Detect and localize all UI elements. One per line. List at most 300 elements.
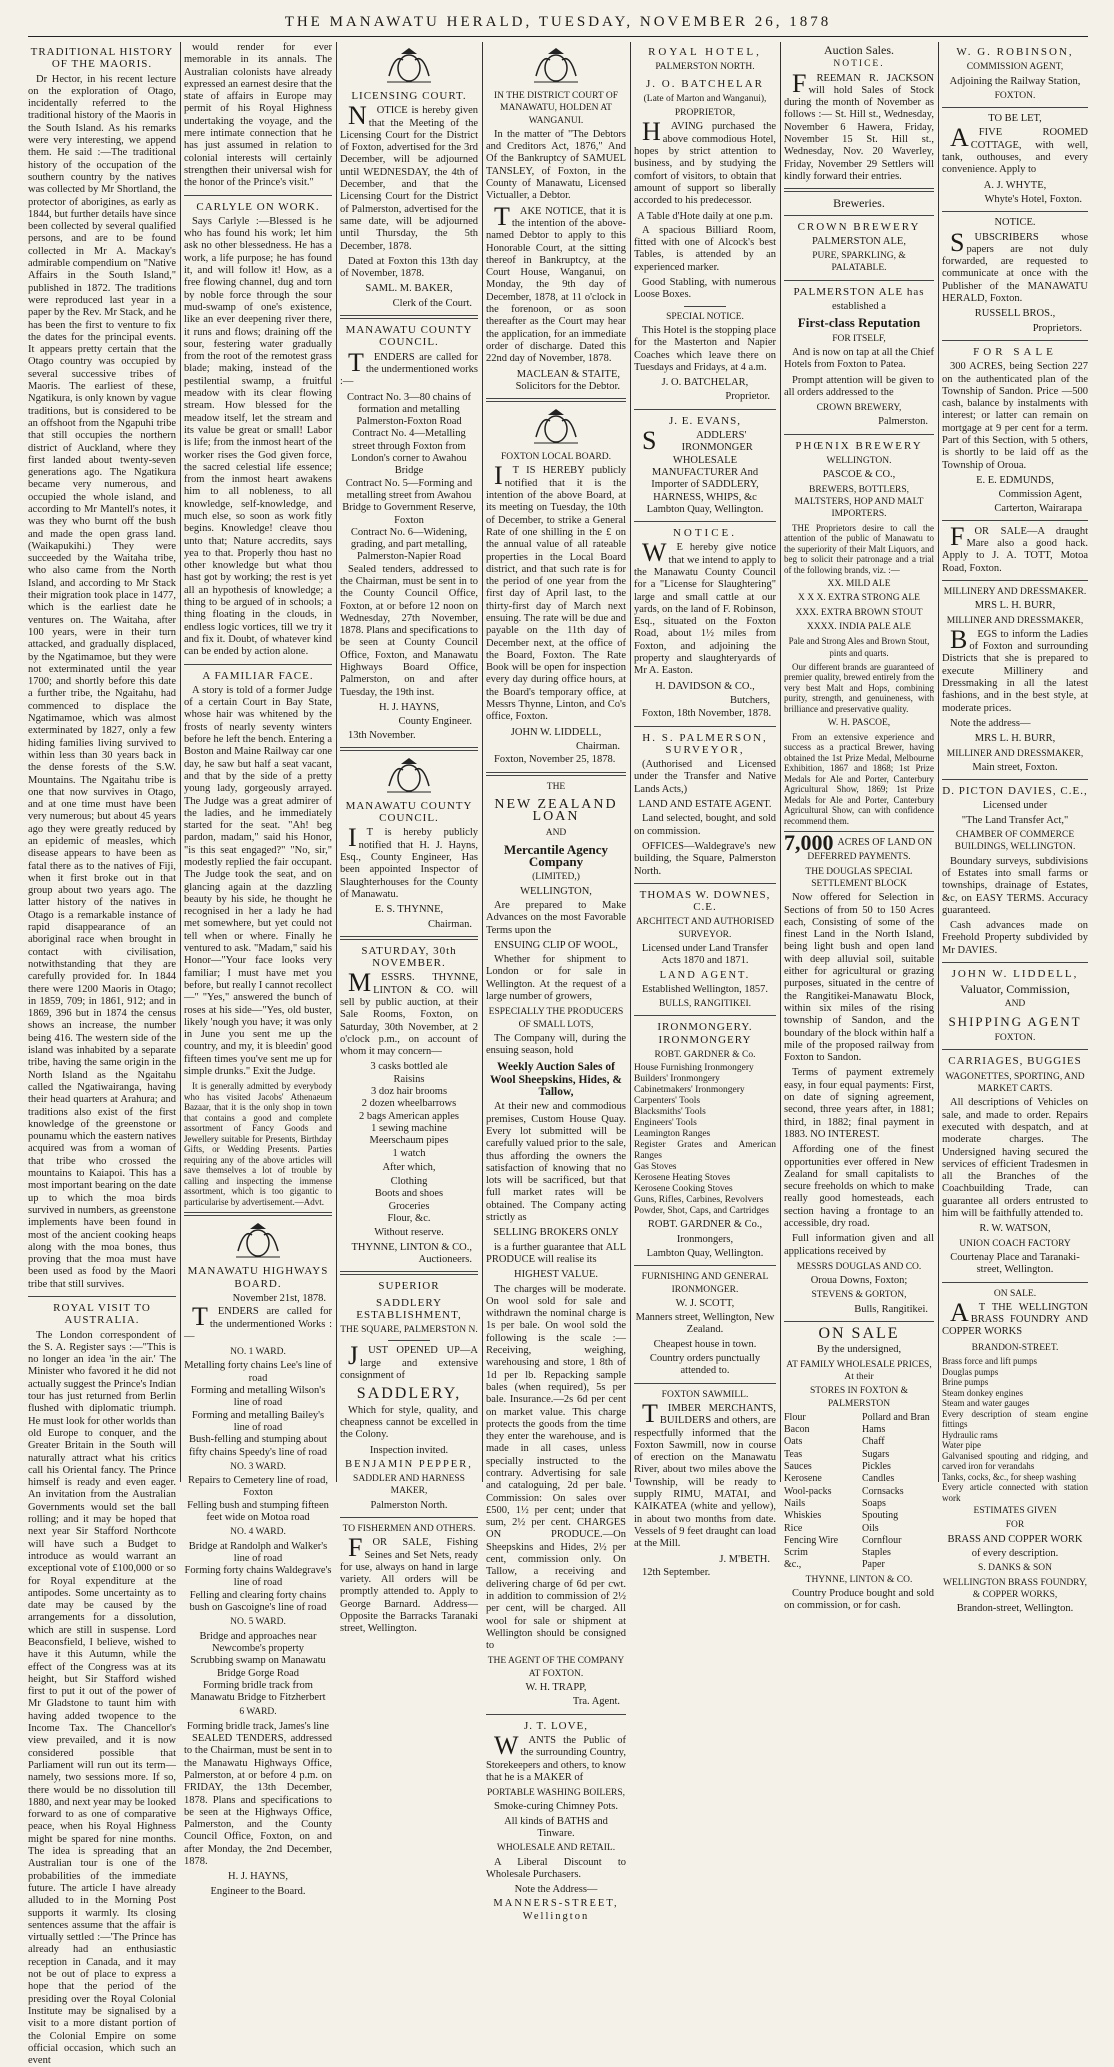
ad-body: All descriptions of Vehicles on sale, and made to order. Repairs executed with despatch, and at moderate charges. The Undersigned having secured the services of efficient Tradesmen in all the Branches of the Coachbuilding Trade, can guarantee all orders entrusted to him will be faithfully attended to. <box>942 1097 1088 1220</box>
ad-body: A spacious Billiard Room, fitted with one of Alcock's best Tables, is attended by an experienced marker. <box>634 224 776 273</box>
divider <box>634 1265 776 1266</box>
lot-item: Clothing <box>390 1176 428 1188</box>
list-item: Steam donkey engines <box>942 1387 1023 1398</box>
ad-line: CROWN BREWERY, <box>816 403 902 414</box>
ad-body: OFFICES—Waldegrave's new building, the Square, Palmerston North. <box>634 840 776 877</box>
auction-body: MESSRS. THYNNE, LINTON & CO. will sell by public auction, at their Sale Rooms, Foxton, on Saturday, 30th November, at 2 o'clock p.m., on account of whom it may concern— <box>340 968 478 1058</box>
ward-item: Forming forty chains Waldegrave's line of road <box>184 1565 332 1589</box>
signature: H. J. HAYNS, <box>378 701 439 713</box>
column-rule <box>630 42 631 1482</box>
notice-date: November 21st, 1878. <box>232 1292 326 1304</box>
ad-headline: THE <box>546 781 566 792</box>
goods-item: Pollard and Bran <box>862 1411 930 1423</box>
article-body: A story is told of a former Judge of a certain Court in Bay State, whose hair was whitened by the frosts of nearly seventy winters before he left the bench. Entering a Boston and Maine Railway car one day, he saw but half a seat vacant, and that by the side of a pretty young lady, gorgeously arrayed. The Judge was a great admirer of the ladies, and he immediately started for the seat. "Ah! beg pardon, madam," said his Honor, "is this seat engaged?" "No, sir," modestly replied the fair occupant. The Judge took the seat, and on glancing again at the dazzling beauty by his side, he thought he recognised in her a lady he had met somewhere, but yet could not tell when or where. Finally he ventured to ask. "Madam," said his Honor—"Your face looks very familiar; I must have met you before, but really I cannot recollect—" "Yes," answered the bunch of roses at his side—"Yes, old buster, likely 'nough you have; it was only in June you sent me up the country, and my, it is bleedin' good fifteen times you've sent me up for simple drunks." Exit the Judge. <box>184 684 332 1078</box>
land-ad-header <box>784 830 934 856</box>
ad-line: Palmerston. <box>878 416 928 428</box>
divider <box>784 434 934 435</box>
ad-headline: ACRES OF LAND ON <box>837 837 933 849</box>
ad-body: WANTS the Public of the surrounding Country, Storekeepers and others, to know that he is a MAKER of <box>486 1730 626 1783</box>
ad-line: FOXTON. <box>994 1033 1036 1044</box>
lot-item: 2 bags American apples <box>358 1110 459 1122</box>
notice-body: WE hereby give notice that we intend to apply to the Manawatu County Council for a "License for Slaughtering" large and small cattle at our yards, on the land of F. Robinson, Esq., situated on the Foxton Road, about 1½ miles from Foxton, and adjoining the property and slaughteryards of Mr A. Easton. <box>634 538 776 677</box>
ward-item: Felling and clearing forty chains bush on Gascoigne's line of road <box>189 1589 327 1614</box>
notice-headline: MANAWATU HIGHWAYS BOARD. <box>187 1265 329 1290</box>
ad-line: ARCHITECT AND AUTHORISED SURVEYOR. <box>635 917 775 940</box>
ad-headline: FURNISHING AND GENERAL IRONMONGER. <box>641 1272 769 1295</box>
ad-body: Full information given and all applications received by <box>784 1233 934 1257</box>
lot-item: Raisins <box>393 1073 425 1085</box>
auction-headline: SATURDAY, 30th NOVEMBER. <box>361 944 457 970</box>
ad-line: CHAMBER OF COMMERCE BUILDINGS, WELLINGTON. <box>954 830 1076 853</box>
ad-headline: NEW ZEALAND LOAN <box>494 796 618 825</box>
goods-item: Cornflour <box>862 1534 902 1546</box>
divider <box>340 1517 478 1518</box>
divider <box>942 340 1088 341</box>
ad-headline: D. PICTON DAVIES, C.E., <box>942 785 1088 798</box>
signature: BENJAMIN PEPPER, <box>345 1458 473 1470</box>
divider <box>28 1296 176 1297</box>
goods-item: Scrim <box>784 1547 808 1559</box>
acreage-figure: 7,000 <box>784 830 834 856</box>
divider <box>942 580 1088 581</box>
list-item: Register Grates and American Ranges <box>634 1140 776 1162</box>
ad-line: PASCOE & CO., <box>822 469 896 481</box>
ad-body: From an extensive experience and success as a practical Brewer, having obtained the 1st Prize Medal, Melbourne Exhibition, 1867 and 1868; 1st Prize Medals for Ale and Porter, Canterbury Agricultural Show, 1869; 1st Prize Medals for Ale and Porter, Canterbury Agricultural Show, can with confidence recommend them. <box>784 731 934 826</box>
ad-headline: SPECIAL NOTICE. <box>666 311 744 322</box>
notice-headline: LICENSING COURT. <box>351 90 467 102</box>
goods-item: Flour <box>784 1411 806 1423</box>
ward-item: Felling bush and stumping fifteen feet wide on Motoa road <box>187 1499 329 1523</box>
signature-address: Bulls, Rangitikei. <box>854 1303 928 1315</box>
divider <box>340 936 478 940</box>
ad-line: PALMERSTON ALE, <box>812 235 906 247</box>
goods-item: Bacon <box>784 1424 810 1436</box>
masthead: THE MANAWATU HERALD, TUESDAY, NOVEMBER 26, 1878 <box>28 14 1088 37</box>
divider <box>634 521 776 522</box>
list-item: Brass force and lift pumps <box>942 1356 1037 1367</box>
signature-title: Clerk of the Court. <box>392 297 472 309</box>
list-item: Brine pumps <box>942 1377 989 1388</box>
article-body: Dr Hector, in his recent lecture on the exploration of Otago, incidentally referred to the traditional history of the Maoris in the South Island. As his remarks were very interesting, we append them. He said :—The traditional history of the occupation of the southern country by the natives was collected by Mr Shortland, the protector of aborigines, as early as 1844, but further details have since been collected by several qualified persons, and are to be found collected in Mr A. Mackay's admirable compendium on "Native Affairs in the South Island," published in 1872. The traditions were reproduced last year in a paper by the Rev. Mr Stack, and he has been the first to venture to fix the dates for the principal events. It appears pretty certain that the Otago country was occupied by several successive tribes of Maoris. The earliest of these, Ngatikura, is only known by vague traditions, but is considered to be an offshoot from the Ngapuhi tribe that still occupies the northern district of Auckland, where they first landed about twenty-seven generations ago. The Ngatikura became very numerous, and occupied the whole island, and according to Mr Mantell's notes, it was they who burnt off the bush and made the open grass land. (Waikapukihi.) They were succeeded by the Waitaha tribe, who also came from the North Island, and according to Mr Stack their migration took place in 1477, which is the earliest date he ventures on. The Waitaha, after 100 years, were in their turn attacked, and gradually displaced, by the Ngatimamoe, but they were not exterminated until the year 1700; and shortly before this date a further tribe, the Ngaitahu, had commenced to displace the Ngatimamoe, which was almost exterminated by 1827, only a few hiding families living survived to within less than 30 years back in the dense forests of the S.W. Mountains. The Ngaitahu tribe is one that now survives in Otago, and at one time must have been very numerous; but about 45 years ago they were greatly reduced by an epidemic of measles, which disease appears to have been as fatal there as to the natives of Fiji, when it first broke out in that group about two years ago. The latter history of the natives in Otago is a remarkable instance of rapid disappearance of an aboriginal race when brought in contact with civilisation, notwithstanding that they are carefully provided for. In 1844 there were 1200 Maoris in Otago; in 1859, 709; in 1861, 912; and in 1869, 396 but in 1874 the census shows an increase, the number being 416. The western side of the island was inhabited by a separate tribe, having the same origin in the North Island as the Ngaitahu called the Ngatiwairanga, having their head quarters at Arahura; and traditions also exist of the first knowledge of the greenstone or pounamu which the eastern natives acquired was from a woman of that tribe who crossed the mountains to Kaiapoi. This has a most important bearing on the date up to which the moa birds survived in numbers, as greenstone implements have been found in most of the ancient cooking heaps along with the moa bones, thus proving that the moa must have been used as food by the Maori tribe that still survives. <box>28 73 176 1290</box>
ad-headline: MRS L. H. BURR, <box>974 600 1056 612</box>
notice-date: 12th September. <box>642 1566 711 1578</box>
list-item: Steam and water gauges <box>942 1398 1030 1409</box>
signature: W. H. TRAPP, <box>525 1682 587 1694</box>
ad-headline: TO FISHERMEN AND OTHERS. <box>342 1523 476 1534</box>
goods-item: Kerosene <box>784 1473 822 1485</box>
item-list <box>942 1356 1088 1503</box>
ad-line: AND <box>1004 998 1026 1009</box>
list-item: Guns, Rifles, Carbines, Revolvers <box>634 1195 764 1206</box>
ad-line: BULLS, RANGITIKEI. <box>658 999 752 1010</box>
ad-headline: Mercantile Agency Company <box>503 841 609 870</box>
ad-headline: ROYAL HOTEL, <box>648 46 762 58</box>
signature: THE AGENT OF THE COMPANY AT FOXTON. <box>487 1656 625 1679</box>
list-item: Douglas pumps <box>942 1366 999 1377</box>
ad-body: The charges will be moderate. On wool sold for sale and withdrawn the nominal charge is 1s per bale. On wool sold the following is the scale :— Receiving, weighing, warehousing and store, 1 8th of 1d per lb. Repacking sample bales (when required), 5s per bale. Insurance.—2s 6d per cent on market value. This charge protects the goods from the time they enter the warehouse, and is made in all cases, unless specially instructed to the contrary. Advertising for sale and cataloguing, 2d per bale. Commission: On sales over £500, 1½ per cent; under that sum, 2½ per cent. CHARGES ON PRODUCE.—On Sheepskins and Hides, 2½ per cent, commission only. On Tallow, a receiving and delivering charge of 6d per cwt. in addition to commission of 2½ per cent, will be charged. All wool for sale or shipment at Wellington should be consigned to <box>486 1283 626 1652</box>
ad-line: Cheapest house in town. <box>653 1338 757 1350</box>
ward-item: Forming bridle track from Manawatu Bridge to Fitzherbert <box>190 1679 326 1704</box>
ad-headline: W. G. ROBINSON, <box>956 46 1074 58</box>
ad-body: Country Produce bought and sold on commission, or for cash. <box>784 1588 934 1612</box>
goods-item: Staples <box>862 1547 891 1559</box>
signature: H. DAVIDSON & CO., <box>655 680 755 692</box>
ad-line: Established Wellington, 1857. <box>641 983 769 995</box>
ad-body: AFIVE ROOMED COTTAGE, with well, tank, outhouses, and every convenience. Apply to <box>942 123 1088 176</box>
goods-item: Oils <box>862 1522 879 1534</box>
divider <box>942 962 1088 963</box>
ad-line: WAGONETTES, SPORTING, AND MARKET CARTS. <box>945 1071 1085 1095</box>
lot-item: 1 sewing machine <box>371 1122 447 1134</box>
divider <box>340 1271 478 1275</box>
notice-body: Sealed tenders, addressed to the Chairman, must be sent in to the County Council Office, Foxton, at or before 12 noon on Wednesday, 27th November, 1878. Plans and specifications to be seen at County Council Office, Foxton, and Manawatu Highways Board Office, Palmerston, on and after Tuesday, the 19th inst. <box>340 563 478 698</box>
ad-line: MILLINER AND DRESSMAKER, <box>946 615 1084 626</box>
signature-title: Commission Agent, <box>998 489 1082 501</box>
signature-title: Engineer to the Board. <box>210 1885 306 1897</box>
ad-line: Note the Address— <box>514 1884 598 1896</box>
divider <box>784 215 934 216</box>
list-item: Powder, Shot, Caps, and Cartridges <box>634 1206 769 1217</box>
ad-headline: SHIPPING AGENT <box>948 1013 1082 1029</box>
notice-body: SUBSCRIBERS whose papers are not duly forwarded, are requested to communicate at once with the Publisher of the MANAWATU HERALD, Foxton. <box>942 227 1088 305</box>
notice-body: FREEMAN R. JACKSON will hold Sales of Stock during the month of November as follows :— St. Hill st., Wednesday, November 6 Hawera, Friday, November 15 St. Hill st., Wednesday, Nov. 20 Waverley, Friday, November 29 Settlers will kindly forward their entries. <box>784 68 934 182</box>
list-item: Builders' Ironmongery <box>634 1074 720 1085</box>
advertisement: It is generally admitted by everybody who has visited Jacobs' Athenaeum Bazaar, that it is the only shop in town that contains a good and complete assortment of Fancy Goods and Jewellery suitable for Presents, Birthday Gifts, or Wedding Presents. Parties requiring any of the above articles will save themselves a lot of trouble by calling and inspecting the immense assortment, which is too gigantic to particularise by advertisement.—Advt. <box>184 1081 332 1207</box>
ad-body: 300 ACRES, being Section 227 on the authenticated plan of the Township of Sandon. Price —500 cash, balance by instalments with interest; or latter can remain on mortgage at 9 per cent for a term. Part of this Section, with 5 others, is shortly to be laid off as the Township of Oroua. <box>942 361 1088 471</box>
ad-line: "The Land Transfer Act," <box>961 814 1069 826</box>
ad-headline: (LIMITED,) <box>532 872 580 883</box>
goods-item: Candles <box>862 1473 895 1485</box>
signature-title: UNION COACH FACTORY <box>959 1238 1071 1249</box>
goods-item: &c., <box>784 1559 802 1571</box>
list-item: Leamington Ranges <box>634 1129 711 1140</box>
notice-body: IT is hereby publicly notified that H. J. Hayns, Esq., County Engineer, Has been appointed Inspector of Slaughterhouses for the County of Manawatu. <box>340 823 478 900</box>
list-item: Engineers' Tools <box>634 1118 697 1129</box>
signature-address: Carterton, Wairarapa <box>994 502 1082 514</box>
signature-title: WELLINGTON BRASS FOUNDRY, & COPPER WORKS, <box>942 1577 1087 1600</box>
ad-headline: MILLINERY AND DRESSMAKER. <box>943 586 1087 597</box>
ad-body: FOR SALE—A draught Mare also a good hack. Apply to J. A. TOTT, Motoa Road, Foxton. <box>942 521 1088 574</box>
divider <box>486 398 626 402</box>
signature: S. DANKS & SON <box>978 1563 1052 1574</box>
ad-line: FOR ITSELF, <box>832 333 886 344</box>
section-heading: Auction Sales. <box>824 43 894 57</box>
lot-item: 3 casks bottled ale <box>370 1061 448 1073</box>
ad-line: FOR <box>1005 1520 1025 1531</box>
ad-body: At their new and commodious premises, Custom House Quay. Every lot submitted will be carefully valued prior to the sale, thus affording the owners the satisfaction of knowing that no lots will be sacrificed, but that full market rates will be obtained. The Company acting strictly as <box>486 1101 626 1224</box>
divider <box>942 1282 1088 1283</box>
signature-title: Ironmongers, <box>676 1233 734 1245</box>
ad-headline: First-class Reputation <box>797 315 921 331</box>
ad-body: Good Stabling, with numerous Loose Boxes. <box>634 277 776 301</box>
royal-crest-icon <box>528 46 584 86</box>
ad-headline: DEFERRED PAYMENTS. <box>807 852 911 863</box>
ad-line: BRANDON-STREET. <box>971 1342 1059 1353</box>
item-list <box>634 1063 776 1217</box>
royal-crest-icon <box>528 407 584 447</box>
section-heading: Breweries. <box>833 196 885 211</box>
ad-body: FOR SALE, Fishing Seines and Set Nets, ready for use, always on hand in large variety. All orders will be promptly attended to. Apply to George Barnard. Address—Opposite the Barracks Taranaki street, Wellington. <box>340 1533 478 1635</box>
divider <box>486 1714 626 1715</box>
goods-item: Whiskies <box>784 1510 822 1522</box>
notice-date: Dated at Foxton this 13th day of November, 1878. <box>340 255 478 280</box>
signature-address: Whyte's Hotel, Foxton. <box>984 193 1082 205</box>
notice-date: Foxton, November 25, 1878. <box>494 754 616 766</box>
goods-item: Soaps <box>862 1497 886 1509</box>
goods-item: Nails <box>784 1497 806 1509</box>
ad-line: Smoke-curing Chimney Pots. <box>494 1801 618 1813</box>
notice-headline: FOXTON LOCAL BOARD. <box>500 452 612 463</box>
notice-body: IT IS HEREBY publicly notified that it is the intention of the above Board, at its meeting on Tuesday, the 10th of December, to strike a General Rate of one shilling in the £ on the annual value of all rateable properties in the Local Board district, and that such rate is for the period of one year from the first day of April last, to the thirty-first day of March next ensuing. The rate will be due and payable on the 11th day of December next, at the office of the Board, Foxton. The Rate Book will be open for inspection every day during office hours, at the Board's temporary office, at Messrs Thynne, Linton, and Co's office, Foxton. <box>486 461 626 723</box>
list-item: Galvanised spouting and ridging, and carved iron for verandahs <box>942 1450 1088 1472</box>
ad-headline: SELLING BROKERS ONLY <box>493 1227 619 1239</box>
ad-line: A Table d'Hote daily at one p.m. <box>637 210 773 222</box>
notice-date: Foxton, 18th November, 1878. <box>642 708 772 720</box>
column-4 <box>486 42 626 1922</box>
ad-line: Adjoining the Railway Station, <box>949 75 1081 87</box>
contract-item: Contract No. 3—80 chains of formation and metalling Palmerston-Foxton Road <box>347 391 471 428</box>
goods-item: Pickles <box>862 1461 891 1473</box>
article-headline: ROYAL VISIT TO AUSTRALIA. <box>53 1301 151 1327</box>
ad-line: of every description. <box>971 1547 1059 1559</box>
goods-item: Rice <box>784 1522 803 1534</box>
divider <box>340 315 478 319</box>
signature-address: Palmerston North. <box>370 1499 448 1511</box>
goods-item: Hams <box>862 1424 886 1436</box>
ad-headline: PALMERSTON ALE has <box>793 285 925 298</box>
signature-title: Chairman. <box>427 918 472 930</box>
signature-title: County Engineer. <box>398 716 472 728</box>
brand-item: XX. MILD ALE <box>827 579 891 589</box>
ad-body: AT THE WELLINGTON BRASS FOUNDRY AND COPPER WORKS <box>942 1297 1088 1338</box>
divider <box>784 188 934 192</box>
ad-headline: SUPERIOR <box>378 1280 440 1293</box>
notice-headline: MANAWATU COUNTY COUNCIL. <box>345 799 473 825</box>
signature: ROBT. GARDNER & Co., <box>647 1219 763 1231</box>
signature-title: MILLINER AND DRESSMAKER, <box>946 748 1084 759</box>
article-body: would render for ever memorable in its annals. The Australian colonists have already expressed an earnest desire that the state of affairs in Europe may permit of his Royal Highness undertaking the voyage, and the mere intimate connection that he has just assumed in relation to colonial interests will certainly strengthen their universal wish for the honor of the Prince's visit." <box>184 42 332 189</box>
ad-line: PROPRIETOR, <box>674 108 736 119</box>
ad-body: Boundary surveys, subdivisions of Estates into small farms or townships, drainage of Estates, &c, on EASY TERMS. Accuracy guaranteed. <box>942 855 1088 916</box>
notice-headline: NOTICE. <box>672 527 738 540</box>
signature: JOHN W. LIDDELL, <box>510 726 602 738</box>
ad-line: LAND AGENT. <box>659 969 751 981</box>
list-item: Kerosene Cooking Stoves <box>634 1184 733 1195</box>
ad-body: Cash advances made on Freehold Property subdivided by Mr DAVIES. <box>942 920 1088 956</box>
ad-body: Are prepared to Make Advances on the most Favorable Terms upon the <box>486 899 626 936</box>
signature: A. J. WHYTE, <box>983 179 1047 191</box>
column-2 <box>184 42 332 1897</box>
divider <box>184 1212 332 1216</box>
signature: MRS L. H. BURR, <box>974 733 1056 745</box>
contract-item: Contract No. 4—Metalling street through Foxton from London's corner to Awahou Bridge <box>351 428 467 477</box>
list-item: Cabinetmakers' Ironmongery <box>634 1085 745 1096</box>
brand-item: XXX. EXTRA BROWN STOUT <box>795 607 923 618</box>
signature: H. J. HAYNS, <box>227 1871 288 1883</box>
ad-line: By the undersigned, <box>816 1344 902 1356</box>
brand-item: XXXX. INDIA PALE ALE <box>806 621 912 632</box>
signature: MACLEAN & STAITE, Solicitors for the Debtor. <box>515 368 620 392</box>
divider <box>340 747 478 751</box>
lot-item: Meerschaum pipes <box>369 1135 449 1147</box>
signature-address: Brandon-street, Wellington. <box>956 1603 1074 1615</box>
list-item: Hydraulic rams <box>942 1429 998 1440</box>
divider <box>942 107 1088 108</box>
ad-headline: AND <box>545 828 567 839</box>
ad-headline: ENSUING CLIP OF WOOL, <box>494 939 618 951</box>
ad-body: Land selected, bought, and sold on commission. <box>634 813 776 837</box>
ward-item: Metalling forty chains Lee's line of road <box>184 1360 332 1384</box>
royal-crest-icon <box>381 46 437 86</box>
ad-body: HAVING purchased the above commodious Hotel, hopes by strict attention to business, and by studying the comfort of visitors, to obtain that amount of support so liberally accorded to his predecessor. <box>634 117 776 207</box>
notice-date: 13th November. <box>348 729 416 741</box>
signature-title: Butchers, <box>730 694 770 706</box>
column-rule <box>180 42 181 1482</box>
goods-list <box>784 1412 934 1572</box>
signature: J. M'BETH. <box>719 1553 770 1565</box>
ad-line: WHOLESALE AND RETAIL. <box>496 1843 616 1854</box>
divider <box>634 409 776 410</box>
list-item: Carpenters' Tools <box>634 1096 701 1107</box>
contract-item: Contract No. 6—Widening, grading, and part metalling, Palmerston-Napier Road <box>350 526 468 563</box>
ad-headline: TO BE LET, <box>988 113 1042 125</box>
ad-line: WELLINGTON. <box>826 456 892 467</box>
signature-address: Oroua Downs, Foxton; <box>810 1275 908 1287</box>
notice-headline: MANAWATU COUNTY COUNCIL. <box>345 324 473 349</box>
ad-line: PORTABLE WASHING BOILERS, <box>486 1788 626 1799</box>
ad-headline: CARRIAGES, BUGGIES <box>948 1055 1082 1068</box>
list-item: Blacksmiths' Tools <box>634 1107 706 1118</box>
lot-item: Flour, &c. <box>387 1213 431 1225</box>
ad-body: And is now on tap at all the Chief Hotels from Foxton to Patea. <box>784 346 934 371</box>
signature: RUSSELL BROS., <box>974 308 1056 320</box>
ad-body: (Authorised and Licensed under the Transfer and Native Lands Acts,) <box>634 759 776 795</box>
brand-item: X X X. EXTRA STRONG ALE <box>798 593 920 604</box>
goods-item: Cornsacks <box>862 1485 904 1497</box>
ad-body: The Company will, during the ensuing season, hold <box>486 1032 626 1057</box>
ad-line: All kinds of BATHS and Tinware. <box>504 1815 608 1839</box>
signature: W. H. PASCOE, <box>827 718 891 729</box>
ad-body: Which for style, quality, and cheapness cannot be excelled in the Colony. <box>340 1404 478 1441</box>
ward-heading: NO. 4 WARD. <box>230 1527 286 1538</box>
ad-line: ESTIMATES GIVEN <box>973 1506 1057 1517</box>
signature-title: Tra. Agent. <box>572 1696 620 1708</box>
ad-address: MANNERS-STREET, Wellington <box>493 1898 619 1922</box>
article-headline: TRADITIONAL HISTORY OF THE MAORIS. <box>30 46 174 71</box>
notice-body: TAKE NOTICE, that it is the intention of the above-named Debtor to apply to this Honorable Court, at the sitting thereof in Bankruptcy, at the Court House, Wanganui, on Monday, the 9th day of December, 1878, at 11 o'clock in the forenoon, or as soon thereafter as the Court may hear the application, for an immediate order of discharge. Dated this 22nd day of November, 1878. <box>486 201 626 365</box>
ad-line: Licensed under Land Transfer Acts 1870 and 1871. <box>641 943 769 967</box>
signature: THYNNE, LINTON & CO., Auctioneers. <box>351 1241 472 1265</box>
goods-item: Oats <box>784 1436 803 1448</box>
signature-title: Proprietor. <box>725 391 770 403</box>
ad-line: Manners street, Wellington, New Zealand. <box>635 1312 775 1336</box>
ad-headline: ESPECIALLY THE PRODUCERS OF SMALL LOTS, <box>488 1007 624 1030</box>
notice-body: TENDERS are called for the undermentioned works :— <box>340 347 478 388</box>
signature: E. E. EDMUNDS, <box>976 474 1054 486</box>
ad-body: A Liberal Discount to Wholesale Purchasers. <box>486 1856 626 1880</box>
ad-body: Whether for shipment to London or for sale in Wellington. At the request of a large number of growers, <box>486 954 626 1002</box>
ad-headline: W. J. SCOTT, <box>675 1297 735 1309</box>
royal-crest-icon <box>381 756 437 796</box>
column-rule <box>336 42 337 1482</box>
ad-body: Note the address— <box>950 717 1031 729</box>
signature-title: SADDLER AND HARNESS MAKER, <box>353 1474 465 1497</box>
divider <box>634 1383 776 1384</box>
column-7 <box>942 42 1088 1615</box>
signature: SAML. M. BAKER, <box>365 283 453 295</box>
signature: J. O. BATCHELAR, <box>661 377 749 389</box>
ad-body: BEGS to inform the Ladies of Foxton and surrounding Districts that she is prepared to execute Millinery and Dressmaking in all the latest fashions, and in the best style, at moderate prices. <box>942 624 1088 714</box>
ad-headline: IRONMONGERY. IRONMONGERY <box>657 1021 753 1046</box>
divider <box>942 779 1088 780</box>
list-item: Water pipe <box>942 1440 982 1451</box>
ad-line: PALMERSTON NORTH. <box>655 62 755 73</box>
ad-body: is a further guarantee that ALL PRODUCE will realise its <box>486 1241 626 1265</box>
column-rule <box>482 42 483 1482</box>
column-3 <box>340 42 478 1635</box>
ad-note: Inspection invited. <box>369 1444 449 1456</box>
ward-item: Bush-felling and stumping about fifty chains Speedy's line of road <box>188 1434 328 1458</box>
signature-address: Lambton Quay, Wellington. <box>646 1247 764 1259</box>
signature: E. S. THYNNE, <box>374 904 444 916</box>
ward-item: Bridge and approaches near Newcombe's property <box>199 1630 317 1654</box>
column-1 <box>28 42 176 2067</box>
divider <box>184 195 332 196</box>
ad-headline: H. S. PALMERSON, SURVEYOR, <box>642 731 768 756</box>
goods-item: Teas <box>784 1448 803 1460</box>
list-item: House Furnishing Ironmongery <box>634 1063 754 1074</box>
ad-headline: JOHN W. LIDDELL, <box>951 968 1079 980</box>
list-item: Tanks, cocks, &c., for sheep washing <box>942 1471 1077 1482</box>
auction-note: Without reserve. <box>374 1227 444 1239</box>
royal-crest-icon <box>230 1221 286 1261</box>
contract-item: Contract No. 5—Forming and metalling street from Awahou Bridge to Government Reserve, Foxton <box>342 477 476 526</box>
ad-line: LAND AND ESTATE AGENT. <box>638 799 772 811</box>
ad-line: Pale and Strong Ales and Brown Stout, pints and quarts. <box>788 636 930 659</box>
divider <box>634 1015 776 1016</box>
ad-body: Our different brands are guaranteed of premier quality, brewed entirely from the very best Malt and Hops, combining purity, strength, and genuineness, with brilliance and preservative quality. <box>784 661 934 714</box>
ad-line: established a <box>832 301 886 313</box>
column-rule <box>780 42 781 1482</box>
notice-body: NOTICE is hereby given that the Meeting of the Licensing Court for the District of Foxton, advertised for the 3rd December, will be adjourned until WEDNESDAY, the 4th of December, and that the Licensing Court for the District of Palmerston, advertised for the same date, will be adjourned until Thursday, the 5th December, 1878. <box>340 101 478 252</box>
ad-line: PURE, SPARKLING, & PALATABLE. <box>812 251 906 274</box>
ad-headline: PHŒNIX BREWERY <box>795 439 923 452</box>
ad-headline: ON SALE. <box>993 1288 1037 1299</box>
lot-item: 2 dozen wheelbarrows <box>361 1098 457 1110</box>
ad-body: Now offered for Selection in Sections of from 50 to 150 Acres each, Consisting of some of the finest Land in the North Island, being light bush and open land with deep alluvial soil, suitable either for agricultural or grazing purposes, situated in the centre of the Rangitikei-Manawatu Block, within six miles of the rising township of Sandon, and the boundary of the block within half a mile of the proposed railway from Foxton to Sandon. <box>784 892 934 1064</box>
signature-address: Main street, Foxton. <box>972 761 1058 773</box>
divider <box>684 306 727 307</box>
ad-line: STORES IN FOXTON & PALMERSTON <box>809 1386 909 1409</box>
lot-item: 3 doz hair brooms <box>370 1086 448 1098</box>
signature: R. W. WATSON, <box>979 1223 1051 1235</box>
ad-headline: THE DOUGLAS SPECIAL SETTLEMENT BLOCK <box>805 866 913 889</box>
signature: THYNNE, LINTON & CO. <box>805 1574 913 1585</box>
divider <box>486 772 626 776</box>
list-item: Every article connected with station work <box>942 1482 1088 1503</box>
ad-headline: Weekly Auction Sales of Wool Sheepskins, Hides, & Tallow, <box>490 1061 622 1099</box>
notice-body: SEALED TENDERS, addressed to the Chairman, must be sent in to the Manawatu Highways Office, Palmerston, at or before 4 p.m. on FRIDAY, the 13th December, 1878. Plans and specifications to be seen at the Highways Office, Palmerston, and the County Council Office, Foxton, on and after Monday, the 2nd December, 1878. <box>184 1733 332 1867</box>
ad-headline: THOMAS W. DOWNES, C.E. <box>639 888 771 914</box>
ward-list <box>184 1346 332 1733</box>
article-headline: A FAMILIAR FACE. <box>202 669 314 682</box>
goods-item: Chaff <box>862 1436 885 1448</box>
goods-item: Fencing Wire <box>784 1534 839 1546</box>
ward-heading: 6 WARD. <box>239 1707 277 1718</box>
ad-headline: WELLINGTON, <box>520 885 592 897</box>
notice-headline: NOTICE. <box>994 217 1036 229</box>
column-6 <box>784 42 934 1612</box>
